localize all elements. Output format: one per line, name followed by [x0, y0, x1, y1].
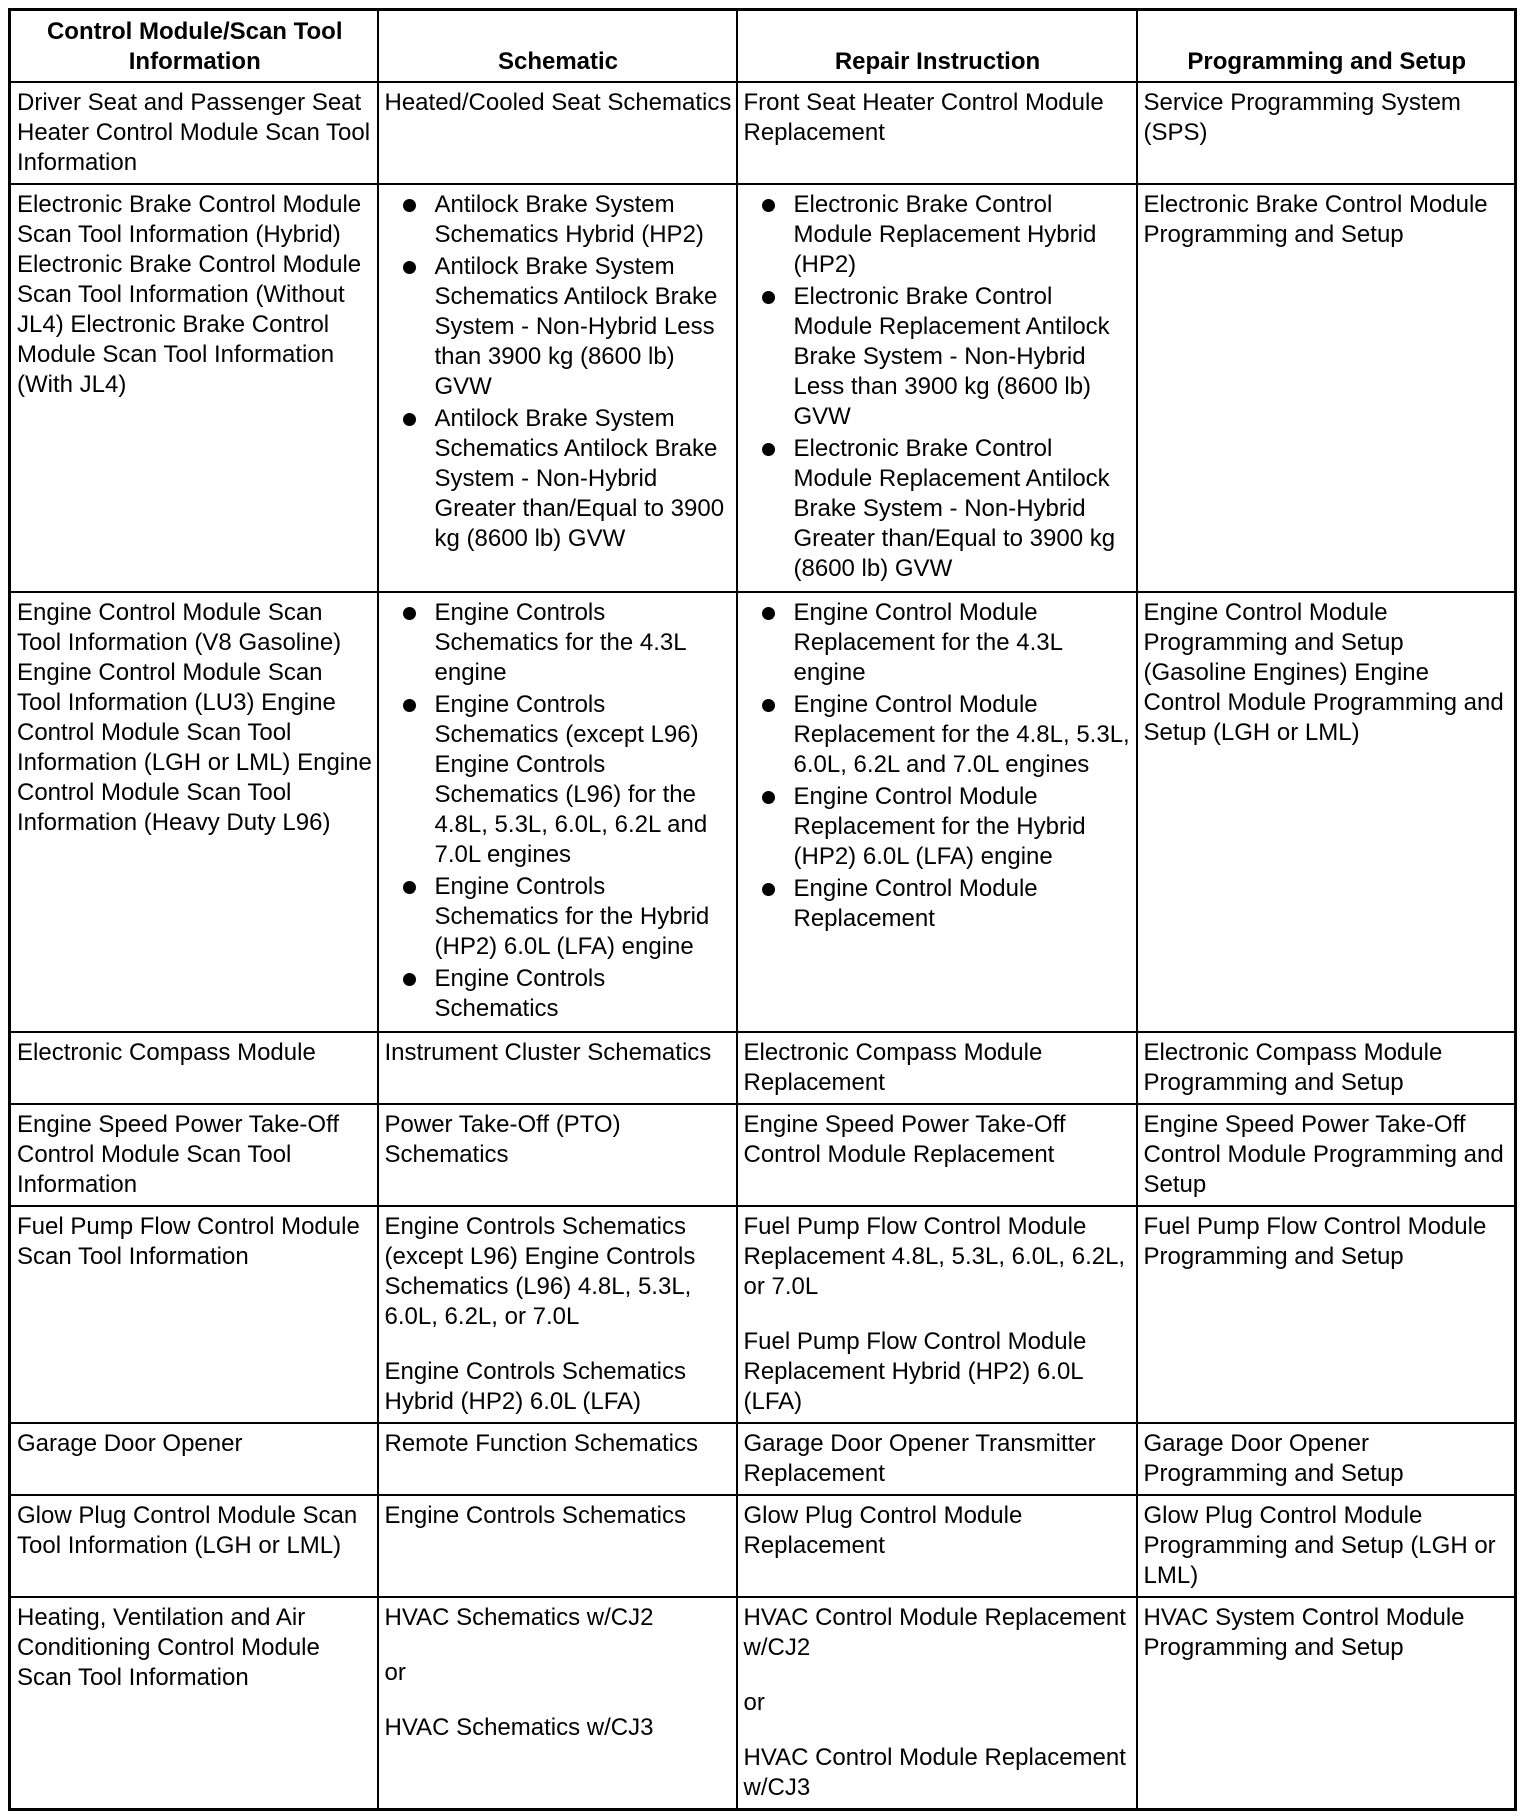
header-repair: Repair Instruction	[737, 10, 1137, 82]
schematic-text: Heated/Cooled Seat Schematics	[384, 88, 732, 116]
programming-text: Garage Door Opener Programming and Setup	[1143, 1429, 1404, 1487]
schematic-cell	[378, 1495, 737, 1597]
repair-cell	[737, 592, 1137, 1032]
repair-text: Engine Speed Power Take-Off Control Module Replacement	[743, 1110, 1066, 1168]
module-text: Engine Speed Power Take-Off Control Module Scan Tool Information	[17, 1110, 339, 1198]
schematic-bullet-list	[385, 598, 732, 1024]
repair-bullet-list	[744, 598, 1132, 934]
list-item: Antilock Brake System Schematics Antilock Brake System - Non-Hybrid Less than 3900 kg (8600 lb) GVW	[385, 252, 732, 402]
module-cell	[10, 1597, 378, 1810]
table-row	[10, 1104, 1516, 1206]
repair-text: or	[743, 1688, 765, 1716]
programming-cell	[1137, 592, 1516, 1032]
schematic-text: Engine Controls Schematics	[384, 1501, 686, 1529]
module-reference-table	[8, 8, 1517, 1811]
module-cell	[10, 1495, 378, 1597]
module-cell	[10, 1032, 378, 1104]
schematic-text: HVAC Schematics w/CJ3	[384, 1713, 654, 1741]
document-page	[8, 8, 1514, 1811]
schematic-cell	[378, 1032, 737, 1104]
repair-text: Garage Door Opener Transmitter Replacement	[743, 1429, 1096, 1487]
table-body	[10, 82, 1516, 1810]
programming-text: Engine Speed Power Take-Off Control Module Programming and Setup	[1143, 1110, 1504, 1198]
repair-cell	[737, 1423, 1137, 1495]
module-text: Driver Seat and Passenger Seat Heater Control Module Scan Tool Information	[17, 88, 371, 176]
schematic-bullet-list	[385, 190, 732, 554]
list-item: Engine Control Module Replacement for the 4.3L engine	[744, 598, 1132, 688]
header-module: Control Module/Scan Tool Information	[10, 10, 378, 82]
module-text: Heating, Ventilation and Air Conditioning Control Module Scan Tool Information	[17, 1603, 320, 1691]
list-item: Engine Controls Schematics (except L96) Engine Controls Schematics (L96) for the 4.8L, 5.3L, 6.0L, 6.2L and 7.0L engines	[385, 690, 732, 870]
list-item: Engine Control Module Replacement for the 4.8L, 5.3L, 6.0L, 6.2L and 7.0L engines	[744, 690, 1132, 780]
programming-cell	[1137, 1495, 1516, 1597]
module-text: Electronic Brake Control Module Scan Tool Information (Hybrid) Electronic Brake Control Module Scan Tool Information (Without JL4) Electronic Brake Control Module Scan Tool Information (With JL4)	[17, 190, 362, 398]
schematic-text: HVAC Schematics w/CJ2	[384, 1603, 654, 1631]
programming-cell	[1137, 1032, 1516, 1104]
schematic-cell	[378, 1597, 737, 1810]
programming-text: Electronic Brake Control Module Programming and Setup	[1143, 190, 1488, 248]
table-row	[10, 1032, 1516, 1104]
table-row	[10, 1495, 1516, 1597]
schematic-text: Remote Function Schematics	[384, 1429, 698, 1457]
programming-text: Glow Plug Control Module Programming and Setup (LGH or LML)	[1143, 1501, 1496, 1589]
schematic-cell	[378, 184, 737, 592]
repair-text: HVAC Control Module Replacement w/CJ3	[743, 1743, 1126, 1801]
table-row	[10, 82, 1516, 184]
repair-cell	[737, 184, 1137, 592]
repair-cell	[737, 82, 1137, 184]
module-text: Fuel Pump Flow Control Module Scan Tool Information	[17, 1212, 360, 1270]
repair-text: Glow Plug Control Module Replacement	[743, 1501, 1023, 1559]
module-cell	[10, 184, 378, 592]
repair-text: Fuel Pump Flow Control Module Replacement 4.8L, 5.3L, 6.0L, 6.2L, or 7.0L	[743, 1212, 1126, 1300]
schematic-cell	[378, 592, 737, 1032]
programming-cell	[1137, 1423, 1516, 1495]
module-cell	[10, 1104, 378, 1206]
list-item: Engine Controls Schematics for the Hybrid (HP2) 6.0L (LFA) engine	[385, 872, 732, 962]
list-item: Antilock Brake System Schematics Antilock Brake System - Non-Hybrid Greater than/Equal to 3900 kg (8600 lb) GVW	[385, 404, 732, 554]
programming-text: Electronic Compass Module Programming and Setup	[1143, 1038, 1443, 1096]
programming-cell	[1137, 1104, 1516, 1206]
header-row	[10, 10, 1516, 82]
module-text: Glow Plug Control Module Scan Tool Information (LGH or LML)	[17, 1501, 358, 1559]
schematic-text: or	[384, 1658, 406, 1686]
programming-cell	[1137, 1597, 1516, 1810]
list-item: Electronic Brake Control Module Replacement Hybrid (HP2)	[744, 190, 1132, 280]
list-item: Engine Control Module Replacement	[744, 874, 1132, 934]
module-cell	[10, 1423, 378, 1495]
schematic-cell	[378, 82, 737, 184]
repair-text: Front Seat Heater Control Module Replacement	[743, 88, 1104, 146]
repair-cell	[737, 1104, 1137, 1206]
repair-text: Fuel Pump Flow Control Module Replacement Hybrid (HP2) 6.0L (LFA)	[743, 1327, 1087, 1415]
list-item: Engine Control Module Replacement for the Hybrid (HP2) 6.0L (LFA) engine	[744, 782, 1132, 872]
header-programming: Programming and Setup	[1137, 10, 1516, 82]
list-item: Antilock Brake System Schematics Hybrid (HP2)	[385, 190, 732, 250]
schematic-text: Engine Controls Schematics Hybrid (HP2) 6.0L (LFA)	[384, 1357, 686, 1415]
module-cell	[10, 82, 378, 184]
schematic-text: Engine Controls Schematics (except L96) Engine Controls Schematics (L96) 4.8L, 5.3L, 6.0L, 6.2L, or 7.0L	[384, 1212, 696, 1330]
list-item: Engine Controls Schematics	[385, 964, 732, 1024]
header-schematic: Schematic	[378, 10, 737, 82]
module-cell	[10, 592, 378, 1032]
schematic-cell	[378, 1206, 737, 1423]
programming-text: Engine Control Module Programming and Setup (Gasoline Engines) Engine Control Module Programming and Setup (LGH or LML)	[1143, 598, 1504, 746]
programming-text: HVAC System Control Module Programming and Setup	[1143, 1603, 1465, 1661]
module-text: Engine Control Module Scan Tool Information (V8 Gasoline) Engine Control Module Scan Tool Information (LU3) Engine Control Module Scan Tool Information (LGH or LML) Engine Control Module Scan Tool Information (Heavy Duty L96)	[17, 598, 372, 836]
repair-bullet-list	[744, 190, 1132, 584]
schematic-text: Instrument Cluster Schematics	[384, 1038, 712, 1066]
table-row	[10, 1597, 1516, 1810]
module-cell	[10, 1206, 378, 1423]
programming-text: Service Programming System (SPS)	[1143, 88, 1461, 146]
repair-cell	[737, 1206, 1137, 1423]
module-text: Electronic Compass Module	[17, 1038, 316, 1066]
schematic-cell	[378, 1104, 737, 1206]
schematic-text: Power Take-Off (PTO) Schematics	[384, 1110, 621, 1168]
repair-cell	[737, 1495, 1137, 1597]
repair-text: HVAC Control Module Replacement w/CJ2	[743, 1603, 1126, 1661]
table-row	[10, 1423, 1516, 1495]
table-row	[10, 184, 1516, 592]
table-row	[10, 592, 1516, 1032]
repair-text: Electronic Compass Module Replacement	[743, 1038, 1043, 1096]
list-item: Electronic Brake Control Module Replacement Antilock Brake System - Non-Hybrid Greater than/Equal to 3900 kg (8600 lb) GVW	[744, 434, 1132, 584]
programming-cell	[1137, 184, 1516, 592]
table-row	[10, 1206, 1516, 1423]
programming-cell	[1137, 1206, 1516, 1423]
schematic-cell	[378, 1423, 737, 1495]
repair-cell	[737, 1597, 1137, 1810]
list-item: Electronic Brake Control Module Replacement Antilock Brake System - Non-Hybrid Less than 3900 kg (8600 lb) GVW	[744, 282, 1132, 432]
module-text: Garage Door Opener	[17, 1429, 243, 1457]
repair-cell	[737, 1032, 1137, 1104]
list-item: Engine Controls Schematics for the 4.3L engine	[385, 598, 732, 688]
programming-cell	[1137, 82, 1516, 184]
programming-text: Fuel Pump Flow Control Module Programming and Setup	[1143, 1212, 1487, 1270]
